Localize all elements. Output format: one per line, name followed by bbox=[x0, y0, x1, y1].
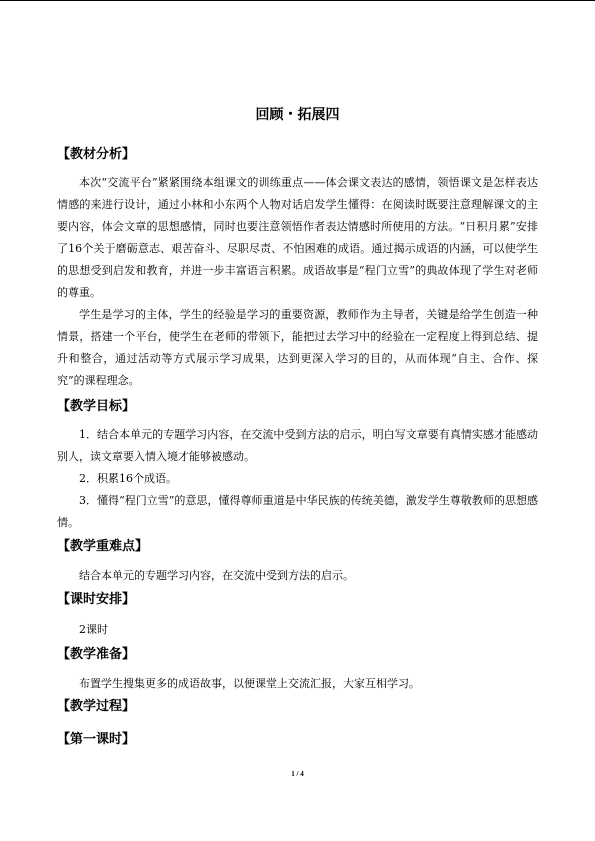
analysis-paragraph-2: 学生是学习的主体，学生的经验是学习的重要资源，教师作为主导者，关键是给学生创造一种情景，搭建一个平台，使学生在老师的带领下，能把过去学习中的经验在一定程度上得到总结、提升和整合，通过活动等方式展示学习成果，达到更深入学习的目的，从而体现“自主、合作、探究”的课程理念。 bbox=[57, 308, 538, 387]
goal-item-1: 1．结合本单元的专题学习内容，在交流中受到方法的启示，明白写文章要有真情实感才能感动别人，读文章要入情入境才能够被感动。 bbox=[57, 428, 538, 463]
heading-analysis: 【教材分析】 bbox=[57, 147, 136, 162]
page-title: 回顾・拓展四 bbox=[255, 107, 340, 123]
preparation-text: 布置学生搜集更多的成语故事，以便课堂上交流汇报，大家互相学习。 bbox=[79, 677, 420, 690]
page-number: 1 / 4 bbox=[291, 770, 304, 778]
goal-item-2: 2．积累16个成语。 bbox=[79, 472, 177, 485]
heading-process: 【教学过程】 bbox=[57, 699, 136, 714]
heading-key-points: 【教学重难点】 bbox=[57, 539, 149, 554]
schedule-text: 2课时 bbox=[79, 623, 108, 636]
key-points-text: 结合本单元的专题学习内容，在交流中受到方法的启示。 bbox=[79, 569, 354, 582]
heading-goals: 【教学目标】 bbox=[57, 399, 136, 414]
header-rule bbox=[0, 0, 595, 1]
heading-preparation: 【教学准备】 bbox=[57, 647, 136, 662]
heading-first-lesson: 【第一课时】 bbox=[57, 732, 136, 747]
heading-schedule: 【课时安排】 bbox=[57, 592, 136, 607]
analysis-paragraph-1: 本次“交流平台”紧紧围绕本组课文的训练重点——体会课文表达的感情，领悟课文是怎样表达情感的来进行设计，通过小林和小东两个人物对话启发学生懂得：在阅读时既要注意理解课文的主要内容，体会文章的思想感情，同时也要注意领悟作者表达情感时所使用的方法。“日积月累”安排了16个关于磨砺意志、艰苦奋斗、尽职尽责、不怕困难的成语。通过揭示成语的内涵，可以使学生的思想受到启发和教育，并进一步丰富语言积累。成语故事是“程门立雪”的典故体现了学生对老师的尊重。 bbox=[57, 176, 538, 299]
goal-item-3: 3．懂得“程门立雪”的意思，懂得尊师重道是中华民族的传统美德，激发学生尊敬教师的思想感情。 bbox=[57, 494, 538, 529]
